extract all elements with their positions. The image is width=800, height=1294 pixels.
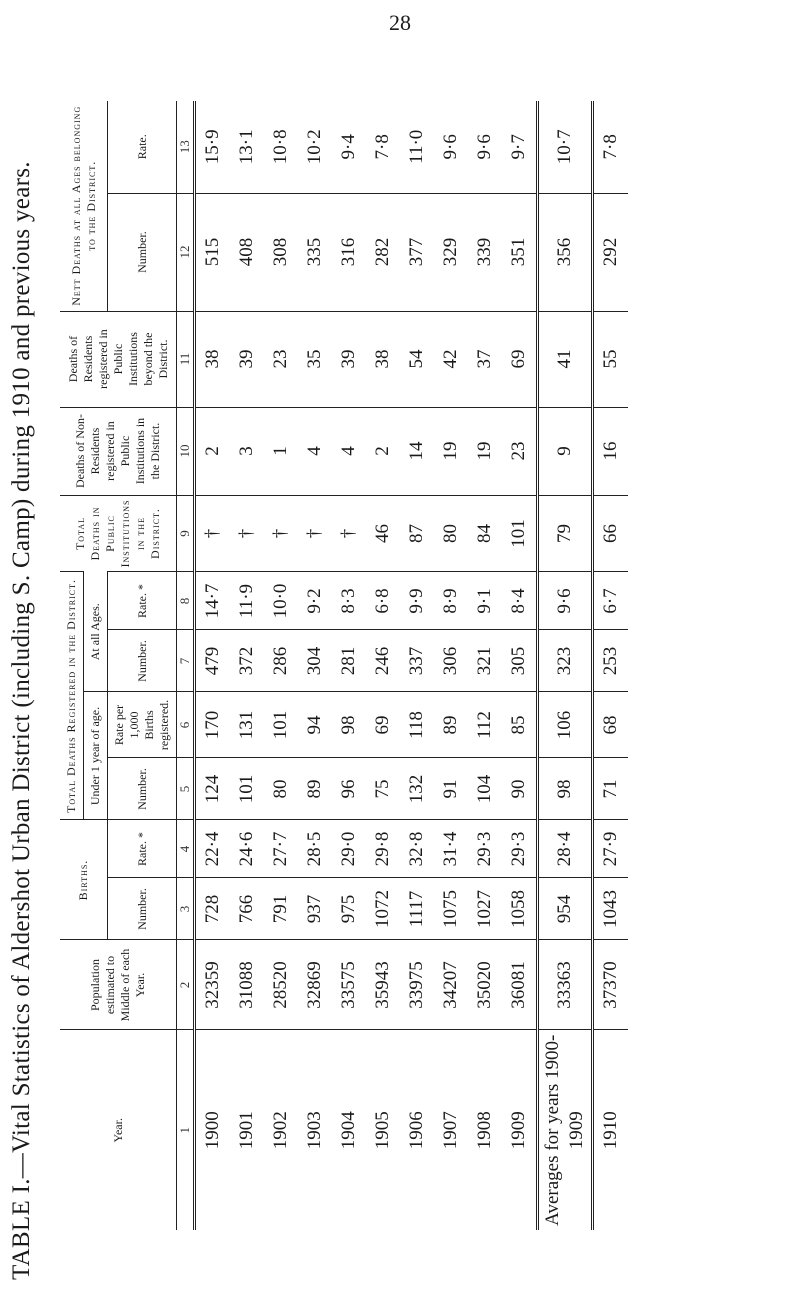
cell-u1-num: 90 [502, 758, 538, 820]
cell-b-rate: 22·4 [195, 820, 231, 878]
header-nett-number: Number. [108, 193, 177, 311]
cell-nett-num: 316 [332, 193, 366, 311]
cell-all-num: 372 [230, 630, 264, 692]
cell-inst: 66 [593, 495, 629, 572]
cell-pop: 33575 [332, 940, 366, 1030]
column-number: 8 [177, 572, 195, 630]
cell-pop: 33363 [538, 940, 593, 1030]
header-at-all-ages: At all Ages. [84, 572, 108, 692]
cell-b-rate: 28·5 [298, 820, 332, 878]
cell-nett-num: 356 [538, 193, 593, 311]
cell-u1-num: 89 [298, 758, 332, 820]
cell-pop: 36081 [502, 940, 538, 1030]
cell-nett-num: 292 [593, 193, 629, 311]
header-year: Year. [60, 1030, 177, 1230]
cell-u1-rate: 98 [332, 692, 366, 758]
cell-all-rate: 14·7 [195, 572, 231, 630]
table-row [230, 101, 264, 1230]
cell-nett-num: 408 [230, 193, 264, 311]
cell-all-num: 479 [195, 630, 231, 692]
cell-year: 1903 [298, 1030, 332, 1230]
cell-pop: 35943 [366, 940, 400, 1030]
cell-b-num: 1117 [400, 878, 434, 940]
cell-b-rate: 28·4 [538, 820, 593, 878]
header-row-1 [60, 101, 84, 1230]
cell-all-num: 281 [332, 630, 366, 692]
cell-inst: 101 [502, 495, 538, 572]
column-number: 1 [177, 1030, 195, 1230]
header-all-ages-number: Number. [108, 630, 177, 692]
cell-nonres: 2 [366, 407, 400, 495]
cell-nett-num: 308 [264, 193, 298, 311]
header-under-1-year: Under 1 year of age. [84, 692, 108, 820]
header-nett-rate: Rate. [108, 101, 177, 193]
header-total-deaths: Total Deaths Registered in the District. [60, 572, 84, 820]
cell-all-num: 286 [264, 630, 298, 692]
cell-u1-rate: 131 [230, 692, 264, 758]
cell-inst: 80 [434, 495, 468, 572]
cell-res: 41 [538, 311, 593, 407]
cell-all-rate: 9·2 [298, 572, 332, 630]
cell-u1-num: 98 [538, 758, 593, 820]
cell-nonres: 14 [400, 407, 434, 495]
cell-u1-rate: 89 [434, 692, 468, 758]
column-number: 11 [177, 311, 195, 407]
cell-pop: 28520 [264, 940, 298, 1030]
cell-u1-num: 124 [195, 758, 231, 820]
cell-u1-rate: 85 [502, 692, 538, 758]
cell-year: 1908 [468, 1030, 502, 1230]
cell-b-rate: 27·9 [593, 820, 629, 878]
cell-u1-rate: 101 [264, 692, 298, 758]
cell-b-num: 1072 [366, 878, 400, 940]
vital-statistics-table [60, 101, 628, 1230]
cell-nett-rate: 10·7 [538, 101, 593, 193]
cell-nett-rate: 11·0 [406, 129, 427, 164]
averages-row [538, 101, 593, 1230]
cell-year: 1905 [366, 1030, 400, 1230]
cell-all-num: 253 [593, 630, 629, 692]
cell-res: 35 [298, 311, 332, 407]
cell-nett-num: 515 [195, 193, 231, 311]
header-births-number: Number. [108, 878, 177, 940]
cell-nonres: 19 [468, 407, 502, 495]
cell-all-num: 306 [434, 630, 468, 692]
cell-year: 1907 [434, 1030, 468, 1230]
table-row [195, 101, 231, 1230]
column-number: 13 [177, 101, 195, 193]
cell-all-rate: 6·7 [593, 572, 629, 630]
cell-all-rate: 8·9 [434, 572, 468, 630]
cell-b-num: 766 [230, 878, 264, 940]
cell-inst: † [298, 495, 332, 572]
cell-all-rate: 6·8 [366, 572, 400, 630]
cell-res: 69 [502, 311, 538, 407]
cell-nett-rate: 10·2 [304, 129, 325, 165]
cell-nonres: 19 [434, 407, 468, 495]
cell-b-rate: 29·3 [502, 820, 538, 878]
cell-u1-num: 132 [400, 758, 434, 820]
cell-b-num: 1058 [502, 878, 538, 940]
cell-res: 38 [366, 311, 400, 407]
table-row [264, 101, 298, 1230]
column-number: 9 [177, 495, 195, 572]
cell-nett-num: 351 [502, 193, 538, 311]
cell-all-rate: 11·9 [230, 572, 264, 630]
cell-b-num: 954 [538, 878, 593, 940]
column-number: 6 [177, 692, 195, 758]
cell-res: 42 [434, 311, 468, 407]
cell-b-num: 1043 [593, 878, 629, 940]
table-row [502, 101, 538, 1230]
cell-u1-num: 96 [332, 758, 366, 820]
cell-res: 54 [400, 311, 434, 407]
cell-u1-rate: 106 [538, 692, 593, 758]
header-births-rate: Rate. * [108, 820, 177, 878]
cell-year: 1906 [400, 1030, 434, 1230]
cell-res: 37 [468, 311, 502, 407]
cell-year: 1902 [264, 1030, 298, 1230]
cell-nett-rate: 13·1 [236, 129, 257, 165]
cell-all-num: 246 [366, 630, 400, 692]
cell-nett-rate: 15·9 [202, 129, 223, 165]
cell-b-rate: 31·4 [434, 820, 468, 878]
cell-res: 38 [195, 311, 231, 407]
cell-pop: 31088 [230, 940, 264, 1030]
cell-pop: 32869 [298, 940, 332, 1030]
cell-inst: † [195, 495, 231, 572]
cell-year-label: Averages for years 1900-1909 [538, 1030, 593, 1230]
page-number: 28 [389, 10, 411, 35]
cell-u1-num: 101 [230, 758, 264, 820]
column-number-row [177, 101, 195, 1230]
column-number: 4 [177, 820, 195, 878]
column-number: 12 [177, 193, 195, 311]
cell-nett-rate: 9·4 [338, 134, 359, 160]
cell-res: 23 [264, 311, 298, 407]
cell-inst: † [332, 495, 366, 572]
cell-nonres: 16 [593, 407, 629, 495]
cell-nett-rate: 9·7 [508, 134, 529, 160]
cell-pop: 33975 [400, 940, 434, 1030]
cell-b-num: 1075 [434, 878, 468, 940]
cell-nonres: 1 [264, 407, 298, 495]
table-row [434, 101, 468, 1230]
cell-nett-rate: 7·8 [593, 101, 629, 193]
cell-u1-num: 75 [366, 758, 400, 820]
column-number: 3 [177, 878, 195, 940]
cell-b-rate: 29·3 [468, 820, 502, 878]
cell-all-num: 304 [298, 630, 332, 692]
cell-pop: 35020 [468, 940, 502, 1030]
cell-u1-rate: 68 [593, 692, 629, 758]
cell-nett-num: 335 [298, 193, 332, 311]
cell-pop: 32359 [195, 940, 231, 1030]
cell-nett-rate: 9·6 [440, 134, 461, 160]
cell-pop: 34207 [434, 940, 468, 1030]
cell-year: 1904 [332, 1030, 366, 1230]
cell-b-rate: 29·0 [332, 820, 366, 878]
cell-u1-rate: 170 [195, 692, 231, 758]
cell-all-num: 323 [538, 630, 593, 692]
cell-u1-rate: 94 [298, 692, 332, 758]
cell-nett-rate: 10·8 [270, 129, 291, 165]
cell-all-rate: 8·3 [332, 572, 366, 630]
table-row [298, 101, 332, 1230]
cell-u1-rate: 69 [366, 692, 400, 758]
cell-res: 55 [593, 311, 629, 407]
header-non-residents: Deaths of Non-Residents registered in Public Institutions in the District. [60, 407, 177, 495]
cell-inst: 46 [366, 495, 400, 572]
column-number: 7 [177, 630, 195, 692]
cell-b-rate: 24·6 [230, 820, 264, 878]
cell-inst: † [230, 495, 264, 572]
cell-res: 39 [230, 311, 264, 407]
cell-inst: † [264, 495, 298, 572]
header-all-ages-rate: Rate. * [108, 572, 177, 630]
cell-all-num: 321 [468, 630, 502, 692]
cell-nonres: 4 [298, 407, 332, 495]
cell-year: 1900 [195, 1030, 231, 1230]
header-births: Births. [60, 820, 108, 940]
cell-nonres: 3 [230, 407, 264, 495]
cell-b-num: 791 [264, 878, 298, 940]
cell-all-num: 337 [400, 630, 434, 692]
cell-nett-num: 282 [366, 193, 400, 311]
table-row [400, 101, 434, 1230]
cell-all-rate: 9·1 [468, 572, 502, 630]
cell-b-rate: 27·7 [264, 820, 298, 878]
header-population: Population estimated to Middle of each Year. [60, 940, 177, 1030]
header-nett-deaths: Nett Deaths at all Ages belonging to the District. [68, 105, 98, 306]
cell-nonres: 23 [502, 407, 538, 495]
table-caption: TABLE I.—Vital Statistics of Aldershot Urban District (including S. Camp) during 1910 and previous years. [8, 161, 35, 1280]
cell-nonres: 4 [332, 407, 366, 495]
cell-year: 1901 [230, 1030, 264, 1230]
column-number: 10 [177, 407, 195, 495]
cell-u1-num: 104 [468, 758, 502, 820]
cell-nett-rate: 9·6 [474, 134, 495, 160]
current-year-row [593, 101, 629, 1230]
header-total-deaths-public: Total Deaths in Public Institutions in the District. [60, 495, 177, 572]
table-row [366, 101, 400, 1230]
header-residents: Deaths of Residents registered in Public Institutions beyond the District. [60, 311, 177, 407]
cell-u1-num: 80 [264, 758, 298, 820]
cell-inst: 87 [400, 495, 434, 572]
cell-inst: 84 [468, 495, 502, 572]
cell-nett-num: 377 [400, 193, 434, 311]
cell-all-rate: 8·4 [502, 572, 538, 630]
cell-all-rate: 10·0 [264, 572, 298, 630]
header-rate-per-1000: Rate per 1,000 Births registered. [108, 692, 177, 758]
cell-year-label: 1910 [593, 1030, 629, 1230]
column-number: 5 [177, 758, 195, 820]
cell-b-num: 1027 [468, 878, 502, 940]
cell-nonres: 9 [538, 407, 593, 495]
cell-b-rate: 29·8 [366, 820, 400, 878]
cell-u1-num: 91 [434, 758, 468, 820]
table-row [468, 101, 502, 1230]
header-under-1-number: Number. [108, 758, 177, 820]
cell-b-num: 937 [298, 878, 332, 940]
cell-nett-num: 329 [434, 193, 468, 311]
cell-year: 1909 [502, 1030, 538, 1230]
cell-b-rate: 32·8 [400, 820, 434, 878]
cell-nett-num: 339 [468, 193, 502, 311]
cell-nett-rate: 7·8 [372, 134, 393, 160]
cell-u1-rate: 118 [400, 692, 434, 758]
cell-all-rate: 9·6 [538, 572, 593, 630]
cell-all-num: 305 [502, 630, 538, 692]
cell-u1-num: 71 [593, 758, 629, 820]
cell-b-num: 728 [195, 878, 231, 940]
cell-pop: 37370 [593, 940, 629, 1030]
cell-res: 39 [332, 311, 366, 407]
cell-nonres: 2 [195, 407, 231, 495]
cell-all-rate: 9·9 [400, 572, 434, 630]
table-row [332, 101, 366, 1230]
cell-inst: 79 [538, 495, 593, 572]
cell-u1-rate: 112 [468, 692, 502, 758]
column-number: 2 [177, 940, 195, 1030]
cell-b-num: 975 [332, 878, 366, 940]
